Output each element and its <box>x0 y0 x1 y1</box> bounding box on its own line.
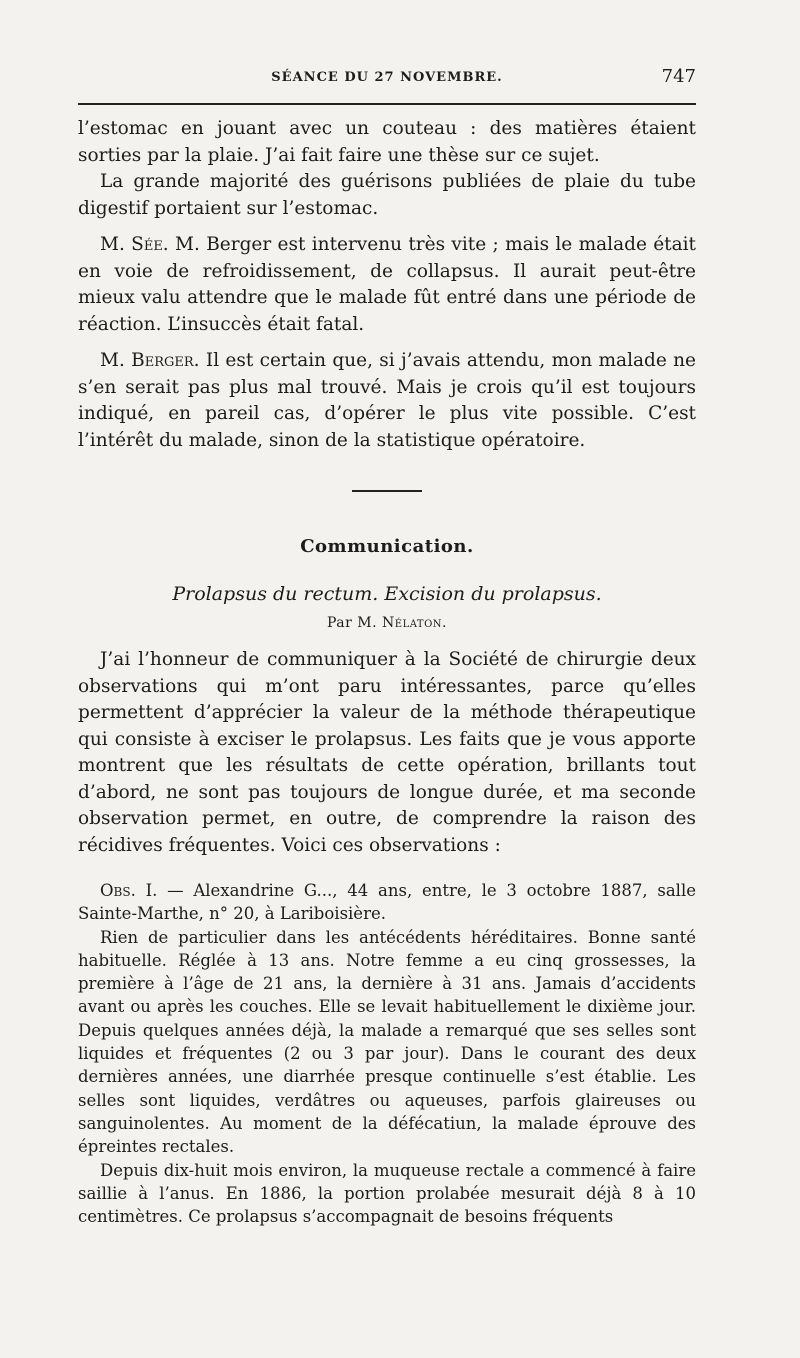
byline-prefix: Par M. <box>327 615 383 631</box>
observation-label: Obs. I. <box>100 881 158 900</box>
observation-intro: — Alexandrine G..., 44 ans, entre, le 3 octobre 1887, salle Sainte-Marthe, n° 20, à Lariboisière. <box>78 881 696 924</box>
running-title: SÉANCE DU 27 NOVEMBRE. <box>271 70 503 85</box>
speech-berger: Il est certain que, si j’avais attendu, mon malade ne s’en serait pas plus mal trouvé. Mais je crois qu’il est toujours indiqué, en pareil cas, d’opérer le plus vite possible. C’est l’intérêt du malade, sinon de la statistique opératoire. <box>78 350 696 451</box>
paragraph-intro: J’ai l’honneur de communiquer à la Société de chirurgie deux observations qui m’ont paru intéressantes, parce qu’elles permettent d’apprécier la valeur de la méthode thérapeutique qui consiste à exciser le prolapsus. Les faits que je vous apporte montrent que les résultats de cette opération, brillants tout d’abord, ne sont pas toujours de longue durée, et ma seconde observation permet, en outre, de comprendre la raison des récidives fréquentes. Voici ces observations : <box>78 649 696 856</box>
section-divider <box>352 490 422 492</box>
page-number: 747 <box>661 66 696 87</box>
page-header <box>78 66 696 94</box>
paragraph-see <box>78 232 696 338</box>
observation-block <box>78 879 696 1228</box>
section-title: Communication. <box>300 536 474 557</box>
paragraph-continuation: l’estomac en jouant avec un couteau : des matières étaient sorties par la plaie. J’ai fait faire une thèse sur ce sujet. <box>78 118 696 166</box>
speech-see: M. Berger est intervenu très vite ; mais le malade était en voie de refroidissement, de collapsus. Il aurait peut-être mieux valu attendre que le malade fût entré dans une période de réaction. L’insuccès était fatal. <box>78 234 696 335</box>
paragraph-berger <box>78 348 696 454</box>
speaker-see: M. Sée. <box>100 234 169 255</box>
observation-header <box>78 879 696 926</box>
speaker-berger: M. Berger. <box>100 350 200 371</box>
header-rule <box>78 103 696 105</box>
article-title: Prolapsus du rectum. Excision du prolapsus. <box>172 583 602 605</box>
byline-author: Nélaton. <box>382 615 447 631</box>
byline <box>78 615 696 631</box>
observation-prolapse: Depuis dix-huit mois environ, la muqueuse rectale a commencé à faire saillie à l’anus. En 1886, la portion prolabée mesurait déjà 8 à 10 centimètres. Ce prolapsus s’accompagnait de besoins fréquents <box>78 1160 696 1227</box>
page-body <box>78 116 696 1228</box>
paragraph-majority: La grande majorité des guérisons publiées de plaie du tube digestif portaient sur l’estomac. <box>78 171 696 219</box>
observation-history: Rien de particulier dans les antécédents héréditaires. Bonne santé habituelle. Réglée à 13 ans. Notre femme a eu cinq grossesses, la première à l’âge de 21 ans, la dernière à 31 ans. Jamais d’accidents avant ou après les couches. Elle se levait habituellement le dixième jour. Depuis quelques années déjà, la malade a remarqué que ses selles sont liquides et fréquentes (2 ou 3 par jour). Dans le courant des deux dernières années, une diarrhée presque continuelle s’est établie. Les selles sont liquides, verdâtres ou aqueuses, parfois glaireuses ou sanguinolentes. Au moment de la défécatiun, la malade éprouve des épreintes rectales. <box>78 927 696 1157</box>
